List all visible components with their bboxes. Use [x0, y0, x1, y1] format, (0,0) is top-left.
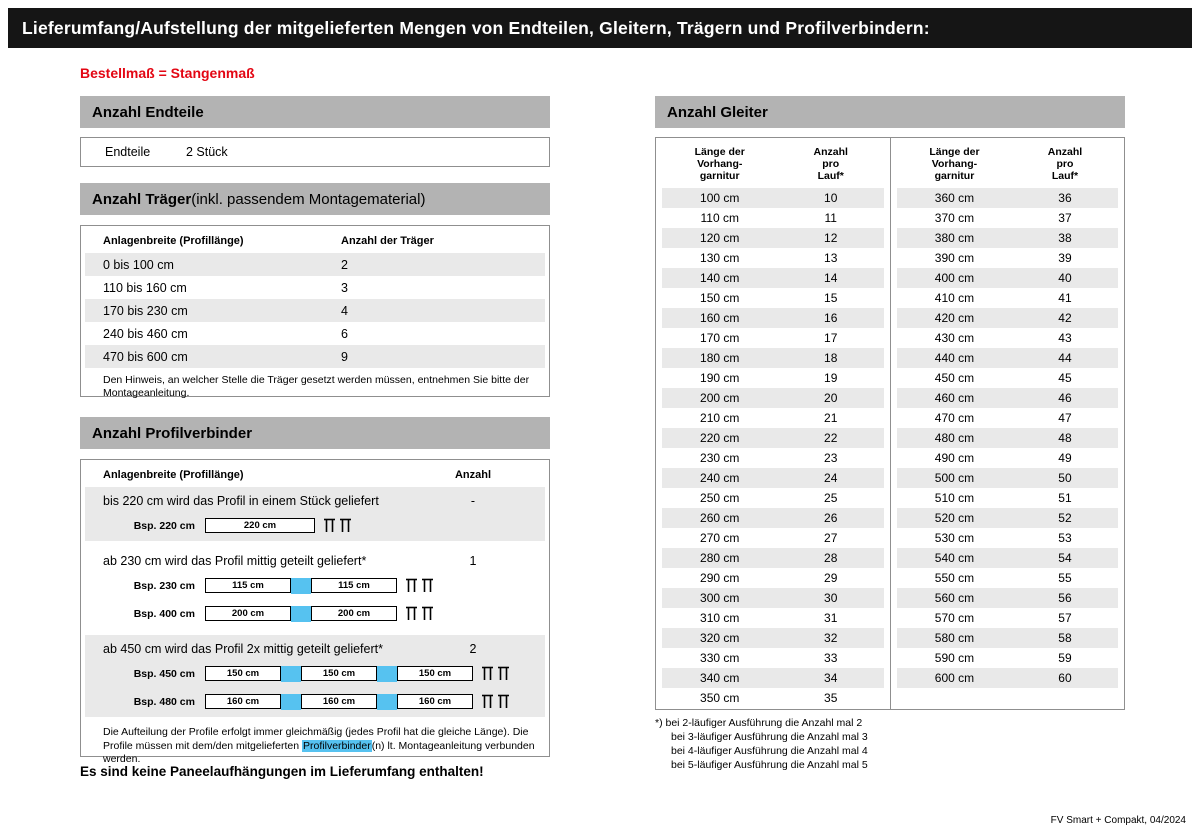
gleiter-length: 200 cm — [700, 391, 740, 405]
gleiter-length: 180 cm — [700, 351, 740, 365]
profilverbinder-note-part2: (n) lt. Montageanleitung verbunden werden. — [103, 739, 535, 765]
section-header-endteile-label: Anzahl Endteile — [92, 103, 204, 121]
profil-group-text: ab 450 cm wird das Profil 2x mittig geteilt geliefert* — [103, 642, 383, 656]
gleiter-length: 260 cm — [700, 511, 740, 525]
profile-bar — [205, 694, 473, 710]
gleiter-length: 600 cm — [934, 671, 975, 685]
profile-segment: 150 cm — [301, 666, 377, 681]
gleiter-length: 590 cm — [934, 651, 975, 665]
gleiter-count: 34 — [824, 671, 838, 685]
example-label: Bsp. 480 cm — [133, 695, 195, 708]
gleiter-count: 38 — [1058, 231, 1072, 245]
gleiter-length: 300 cm — [700, 591, 740, 605]
page-title-bar — [8, 8, 1192, 48]
gleiter-length: 250 cm — [700, 491, 740, 505]
gleiter-length: 160 cm — [700, 311, 740, 325]
gleiter-count: 15 — [824, 291, 838, 305]
gleiter-count: 54 — [1058, 551, 1072, 565]
gleiter-length: 330 cm — [700, 651, 740, 665]
table-row — [85, 322, 545, 345]
order-measure-note: Bestellmaß = Stangenmaß — [80, 65, 255, 81]
profile-segment: 150 cm — [205, 666, 281, 681]
traeger-rows — [81, 253, 549, 368]
end-bracket-icon — [405, 577, 435, 594]
gleiter-length: 500 cm — [934, 471, 975, 485]
header-line: Vorhang- — [697, 158, 743, 170]
table-row — [897, 628, 1118, 648]
profil-group-text-row — [85, 639, 545, 659]
section-header-profilverbinder-label: Anzahl Profilverbinder — [92, 424, 253, 442]
gleiter-length: 370 cm — [934, 211, 975, 225]
table-row — [897, 428, 1118, 448]
endteile-box — [80, 137, 550, 167]
gleiter-count: 33 — [824, 651, 838, 665]
profile-bar — [205, 578, 397, 594]
footnote-line: bei 4-läufiger Ausführung die Anzahl mal 4 — [671, 745, 868, 757]
gleiter-count: 17 — [824, 331, 838, 345]
table-row — [662, 248, 884, 268]
section-header-profilverbinder — [80, 417, 550, 449]
gleiter-count: 19 — [824, 371, 838, 385]
table-row — [662, 468, 884, 488]
traeger-table — [80, 225, 550, 397]
table-row — [897, 308, 1118, 328]
profil-group-count: 1 — [469, 554, 477, 568]
table-row — [897, 588, 1118, 608]
gleiter-count: 57 — [1058, 611, 1072, 625]
header-line: pro — [822, 158, 840, 170]
gleiter-length: 120 cm — [700, 231, 740, 245]
gleiter-count: 14 — [824, 271, 838, 285]
table-row — [662, 388, 884, 408]
gleiter-count: 45 — [1058, 371, 1072, 385]
header-line: garnitur — [699, 170, 740, 182]
table-row — [897, 388, 1118, 408]
gleiter-col-count-header — [777, 140, 884, 188]
document-footer: FV Smart + Compakt, 04/2024 — [1050, 815, 1186, 826]
gleiter-count: 55 — [1058, 571, 1072, 585]
gleiter-count: 21 — [824, 411, 838, 425]
gleiter-length: 550 cm — [934, 571, 975, 585]
profile-segment: 115 cm — [311, 578, 397, 593]
gleiter-table-left — [656, 138, 890, 709]
table-row — [897, 608, 1118, 628]
profile-example — [85, 693, 545, 710]
table-row — [897, 368, 1118, 388]
section-header-traeger-rest: (inkl. passendem Montagematerial) — [191, 190, 426, 208]
gleiter-count: 58 — [1058, 631, 1072, 645]
table-row — [662, 688, 884, 708]
profil-group-text: bis 220 cm wird das Profil in einem Stück geliefert — [103, 494, 379, 508]
gleiter-length: 340 cm — [700, 671, 740, 685]
traeger-col-width: Anlagenbreite (Profillänge) — [103, 235, 244, 247]
traeger-count: 6 — [341, 326, 348, 341]
endteile-label: Endteile — [105, 145, 151, 159]
end-bracket-icon — [481, 693, 511, 710]
header-line: Lauf* — [1051, 170, 1079, 182]
table-row — [897, 288, 1118, 308]
gleiter-length: 490 cm — [934, 451, 975, 465]
profil-group-text-row — [85, 491, 545, 511]
gleiter-count: 52 — [1058, 511, 1072, 525]
end-bracket-icon — [323, 517, 353, 534]
profilverbinder-note-part1: Die Aufteilung der Profile erfolgt immer gleichmäßig (jedes Profil hat die gleiche Länge). Die Profile müssen mit dem/den mitgelieferten — [103, 726, 529, 752]
profile-connector — [377, 694, 397, 710]
gleiter-count: 13 — [824, 251, 838, 265]
profile-segment: 160 cm — [205, 694, 281, 709]
gleiter-length: 390 cm — [934, 251, 975, 265]
table-row — [897, 448, 1118, 468]
profilverbinder-col-width: Anlagenbreite (Profillänge) — [103, 469, 244, 481]
traeger-table-header — [85, 229, 545, 253]
gleiter-count: 44 — [1058, 351, 1072, 365]
gleiter-length: 130 cm — [700, 251, 740, 265]
traeger-note: Den Hinweis, an welcher Stelle die Träger gesetzt werden müssen, entnehmen Sie bitte der Montageanleitung. — [103, 374, 530, 399]
traeger-col-count: Anzahl der Träger — [341, 235, 434, 247]
table-row — [662, 348, 884, 368]
table-row — [897, 508, 1118, 528]
footnote-line: *) bei 2-läufiger Ausführung die Anzahl mal 2 — [655, 717, 863, 729]
profile-example — [85, 577, 545, 594]
traeger-range: 470 bis 600 cm — [103, 349, 188, 364]
profilverbinder-note — [103, 726, 539, 767]
header-line: Lauf* — [817, 170, 844, 182]
section-header-endteile — [80, 96, 550, 128]
profile-connector — [377, 666, 397, 682]
section-header-traeger-bold: Anzahl Träger — [92, 190, 192, 208]
table-row — [85, 345, 545, 368]
profile-segment: 220 cm — [205, 518, 315, 533]
traeger-range: 110 bis 160 cm — [103, 280, 187, 295]
gleiter-length: 310 cm — [700, 611, 740, 625]
gleiter-count: 18 — [824, 351, 838, 365]
profil-group — [85, 487, 545, 541]
gleiter-count: 20 — [824, 391, 838, 405]
header-line: Länge der — [929, 146, 980, 158]
gleiter-count: 39 — [1058, 251, 1072, 265]
gleiter-count: 12 — [824, 231, 838, 245]
gleiter-count: 26 — [824, 511, 838, 525]
table-row — [897, 528, 1118, 548]
table-row — [897, 548, 1118, 568]
header-line: garnitur — [934, 170, 975, 182]
traeger-range: 240 bis 460 cm — [103, 326, 188, 341]
gleiter-length: 190 cm — [700, 371, 740, 385]
table-row — [662, 408, 884, 428]
section-header-gleiter-label: Anzahl Gleiter — [667, 103, 768, 121]
gleiter-col-length-header — [897, 140, 1012, 188]
gleiter-length: 280 cm — [700, 551, 740, 565]
gleiter-count: 31 — [824, 611, 838, 625]
table-row — [662, 208, 884, 228]
profile-segment: 200 cm — [205, 606, 291, 621]
gleiter-table — [655, 137, 1125, 710]
traeger-range: 0 bis 100 cm — [103, 257, 174, 272]
example-label: Bsp. 230 cm — [133, 579, 195, 592]
profile-segment: 150 cm — [397, 666, 473, 681]
gleiter-col-count-header — [1012, 140, 1118, 188]
table-row — [897, 408, 1118, 428]
gleiter-length: 170 cm — [700, 331, 740, 345]
profil-group-text-row — [85, 551, 545, 571]
table-row — [662, 528, 884, 548]
table-row — [662, 448, 884, 468]
section-header-traeger — [80, 183, 550, 215]
table-row — [662, 548, 884, 568]
profile-example — [85, 605, 545, 622]
gleiter-length: 230 cm — [700, 451, 740, 465]
gleiter-length: 470 cm — [934, 411, 975, 425]
table-row — [662, 648, 884, 668]
gleiter-count: 60 — [1058, 671, 1072, 685]
profil-group — [85, 547, 545, 629]
profilverbinder-groups — [81, 487, 549, 717]
profile-bar — [205, 666, 473, 682]
header-line: Länge der — [694, 146, 745, 158]
gleiter-length: 380 cm — [934, 231, 975, 245]
gleiter-length: 410 cm — [934, 291, 975, 305]
profile-example — [85, 517, 545, 534]
header-line: Vorhang- — [931, 158, 978, 170]
table-row — [897, 648, 1118, 668]
no-panel-hangers-note: Es sind keine Paneelaufhängungen im Lieferumfang enthalten! — [80, 764, 484, 779]
example-label: Bsp. 450 cm — [133, 667, 195, 680]
gleiter-length: 440 cm — [934, 351, 975, 365]
gleiter-length: 350 cm — [700, 691, 740, 705]
profile-bar — [205, 606, 397, 622]
gleiter-count: 22 — [824, 431, 838, 445]
table-row — [662, 288, 884, 308]
table-row — [662, 228, 884, 248]
table-row — [897, 208, 1118, 228]
traeger-count: 3 — [341, 280, 348, 295]
profilverbinder-note-highlight: Profilverbinder — [303, 739, 371, 752]
profil-group-count: - — [470, 494, 476, 508]
gleiter-length: 110 cm — [700, 211, 739, 225]
profil-group-count: 2 — [469, 642, 477, 656]
end-bracket-icon — [481, 665, 511, 682]
profile-segment: 160 cm — [397, 694, 473, 709]
header-line: pro — [1056, 158, 1074, 170]
gleiter-count: 43 — [1058, 331, 1072, 345]
gleiter-length: 100 cm — [700, 191, 740, 205]
table-row — [662, 508, 884, 528]
table-row — [662, 368, 884, 388]
gleiter-count: 16 — [824, 311, 838, 325]
gleiter-count: 49 — [1058, 451, 1072, 465]
gleiter-count: 27 — [824, 531, 838, 545]
table-row — [897, 228, 1118, 248]
gleiter-length: 320 cm — [700, 631, 740, 645]
gleiter-length: 220 cm — [700, 431, 740, 445]
gleiter-length: 140 cm — [700, 271, 740, 285]
gleiter-length: 570 cm — [934, 611, 975, 625]
example-label: Bsp. 220 cm — [133, 519, 195, 532]
gleiter-count: 50 — [1058, 471, 1072, 485]
profile-segment: 200 cm — [311, 606, 397, 621]
gleiter-count: 41 — [1058, 291, 1072, 305]
traeger-range: 170 bis 230 cm — [103, 303, 188, 318]
table-row — [662, 268, 884, 288]
end-bracket-icon — [405, 605, 435, 622]
gleiter-count: 36 — [1058, 191, 1072, 205]
gleiter-length: 540 cm — [934, 551, 975, 565]
table-row — [662, 568, 884, 588]
gleiter-length: 270 cm — [700, 531, 740, 545]
table-row — [897, 488, 1118, 508]
profil-group-text: ab 230 cm wird das Profil mittig geteilt geliefert* — [103, 554, 367, 568]
table-row — [662, 488, 884, 508]
gleiter-length: 480 cm — [934, 431, 975, 445]
gleiter-left-rows — [656, 188, 890, 708]
table-row — [897, 568, 1118, 588]
gleiter-count: 29 — [824, 571, 838, 585]
table-row — [897, 248, 1118, 268]
gleiter-length: 420 cm — [934, 311, 975, 325]
gleiter-length: 580 cm — [934, 631, 975, 645]
table-row — [897, 268, 1118, 288]
gleiter-length: 430 cm — [934, 331, 975, 345]
table-row — [662, 588, 884, 608]
table-row — [897, 188, 1118, 208]
endteile-value: 2 Stück — [186, 145, 228, 159]
table-row — [662, 428, 884, 448]
gleiter-count: 24 — [824, 471, 838, 485]
gleiter-right-header — [897, 140, 1118, 188]
gleiter-length: 150 cm — [700, 291, 740, 305]
gleiter-count: 40 — [1058, 271, 1072, 285]
profile-connector — [291, 606, 311, 622]
gleiter-count: 37 — [1058, 211, 1072, 225]
gleiter-count: 32 — [824, 631, 838, 645]
gleiter-count: 28 — [824, 551, 838, 565]
footnote-line: bei 3-läufiger Ausführung die Anzahl mal 3 — [671, 731, 868, 743]
profile-bar — [205, 518, 315, 533]
gleiter-col-length-header — [662, 140, 777, 188]
table-row — [85, 276, 545, 299]
gleiter-length: 360 cm — [934, 191, 975, 205]
gleiter-count: 53 — [1058, 531, 1072, 545]
profilverbinder-col-count: Anzahl — [454, 469, 492, 481]
gleiter-count: 42 — [1058, 311, 1072, 325]
gleiter-count: 10 — [824, 191, 838, 205]
section-header-gleiter — [655, 96, 1125, 128]
profile-connector — [291, 578, 311, 594]
gleiter-length: 290 cm — [700, 571, 740, 585]
gleiter-length: 510 cm — [934, 491, 975, 505]
gleiter-length: 240 cm — [700, 471, 740, 485]
gleiter-length: 530 cm — [934, 531, 975, 545]
table-row — [662, 628, 884, 648]
gleiter-count: 56 — [1058, 591, 1072, 605]
gleiter-count: 11 — [824, 211, 837, 225]
gleiter-count: 59 — [1058, 651, 1072, 665]
footnote-line: bei 5-läufiger Ausführung die Anzahl mal 5 — [671, 759, 868, 771]
table-row — [897, 328, 1118, 348]
traeger-count: 9 — [341, 349, 348, 364]
gleiter-count: 46 — [1058, 391, 1072, 405]
table-row — [897, 668, 1118, 688]
page-title: Lieferumfang/Aufstellung der mitgelieferten Mengen von Endteilen, Gleitern, Trägern und Profilverbindern: — [22, 17, 930, 38]
table-row — [85, 299, 545, 322]
table-row — [662, 188, 884, 208]
traeger-count: 4 — [341, 303, 348, 318]
profile-connector — [281, 666, 301, 682]
gleiter-length: 210 cm — [700, 411, 740, 425]
gleiter-length: 520 cm — [934, 511, 975, 525]
table-row — [662, 328, 884, 348]
gleiter-length: 560 cm — [934, 591, 975, 605]
table-row — [85, 253, 545, 276]
profil-group — [85, 635, 545, 717]
gleiter-count: 35 — [824, 691, 838, 705]
gleiter-table-right — [890, 138, 1124, 709]
table-row — [662, 308, 884, 328]
gleiter-length: 450 cm — [934, 371, 975, 385]
table-row — [897, 468, 1118, 488]
profile-segment: 160 cm — [301, 694, 377, 709]
traeger-count: 2 — [341, 257, 348, 272]
gleiter-count: 30 — [824, 591, 838, 605]
profilverbinder-table — [80, 459, 550, 765]
gleiter-right-rows — [891, 188, 1124, 688]
gleiter-footnotes — [655, 716, 868, 772]
gleiter-length: 400 cm — [934, 271, 975, 285]
header-line: Anzahl — [813, 146, 848, 158]
profile-connector — [281, 694, 301, 710]
profile-segment: 115 cm — [205, 578, 291, 593]
header-line: Anzahl — [1047, 146, 1083, 158]
gleiter-count: 47 — [1058, 411, 1072, 425]
table-row — [897, 348, 1118, 368]
profile-example — [85, 665, 545, 682]
gleiter-count: 25 — [824, 491, 838, 505]
gleiter-count: 51 — [1058, 491, 1072, 505]
gleiter-length: 460 cm — [934, 391, 975, 405]
example-label: Bsp. 400 cm — [133, 607, 195, 620]
gleiter-count: 48 — [1058, 431, 1072, 445]
gleiter-left-header — [662, 140, 884, 188]
table-row — [662, 668, 884, 688]
table-row — [662, 608, 884, 628]
profilverbinder-table-header — [85, 463, 545, 487]
gleiter-count: 23 — [824, 451, 838, 465]
